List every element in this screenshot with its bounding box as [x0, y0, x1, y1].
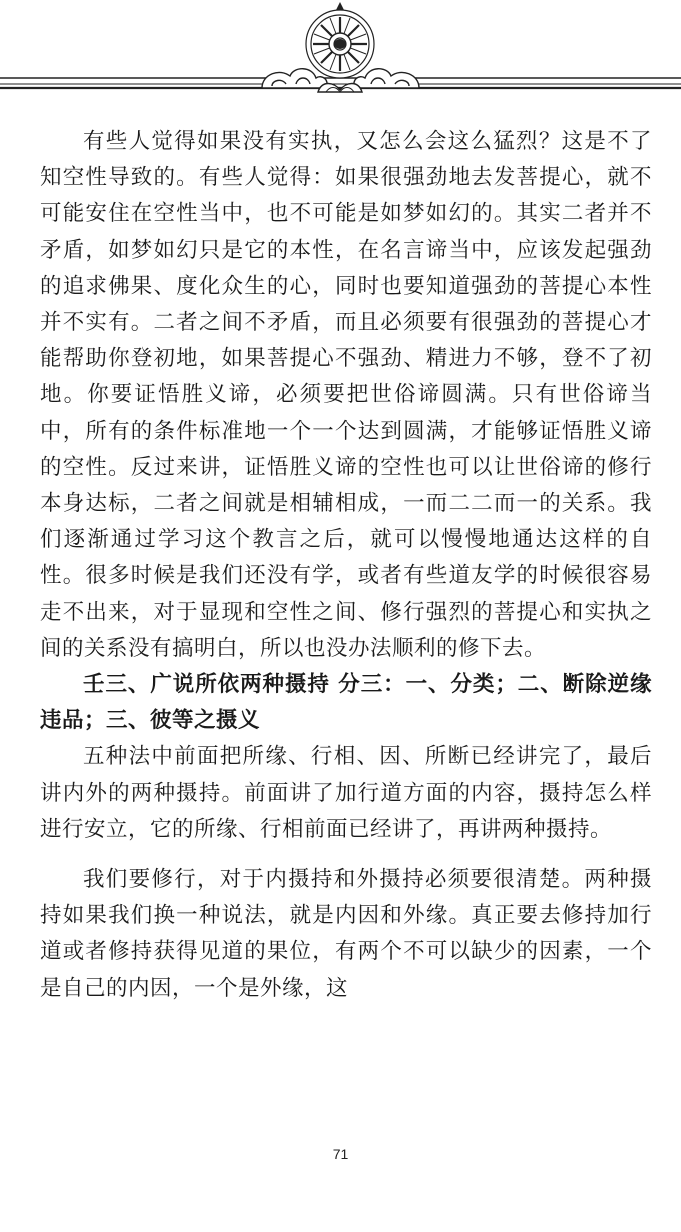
auspicious-cloud-icon: [262, 69, 327, 88]
body-paragraph: 有些人觉得如果没有实执，又怎么会这么猛烈？这是不了知空性导致的。有些人觉得：如果很强劲地去发菩提心，就不可能安住在空性当中，也不可能是如梦如幻的。其实二者并不矛盾，如梦如幻只是它的本性，在名言谛当中，应该发起强劲的追求佛果、度化众生的心，同时也要知道强劲的菩提心本性并不实有。二者之间不矛盾，而且必须要有很强劲的菩提心才能帮助你登初地，如果菩提心不强劲、精进力不够，登不了初地。你要证悟胜义谛，必须要把世俗谛圆满。只有世俗谛当中，所有的条件标准地一个一个达到圆满，才能够证悟胜义谛的空性。反过来讲，证悟胜义谛的空性也可以让世俗谛的修行本身达标，二者之间就是相辅相成，一而二二而一的关系。我们逐渐通过学习这个教言之后，就可以慢慢地通达这样的自性。很多时候是我们还没有学，或者有些道友学的时候很容易走不出来，对于显现和空性之间、修行强烈的菩提心和实执之间的关系没有搞明白，所以也没办法顺利的修下去。: [40, 129, 652, 661]
header-ornament: [0, 0, 681, 110]
page-number: 71: [332, 1146, 349, 1162]
section-heading: 壬三、广说所依两种摄持 分三：一、分类；二、断除逆缘违品；三、彼等之摄义: [40, 672, 652, 734]
auspicious-cloud-icon: [354, 69, 419, 88]
body-paragraph: 我们要修行，对于内摄持和外摄持必须要很清楚。两种摄持如果我们换一种说法，就是内因和外缘。真正要去修持加行道或者修持获得见道的果位，有两个不可以缺少的因素，一个是自己的内因，一个是外缘，这: [40, 867, 652, 1001]
header-rule: [0, 78, 681, 88]
body-paragraph: 五种法中前面把所缘、行相、因、所断已经讲完了，最后讲内外的两种摄持。前面讲了加行道方面的内容，摄持怎么样进行安立，它的所缘、行相前面已经讲了，再讲两种摄持。: [40, 744, 652, 842]
paragraph-gap: [40, 848, 652, 862]
page-body: [40, 124, 652, 1007]
